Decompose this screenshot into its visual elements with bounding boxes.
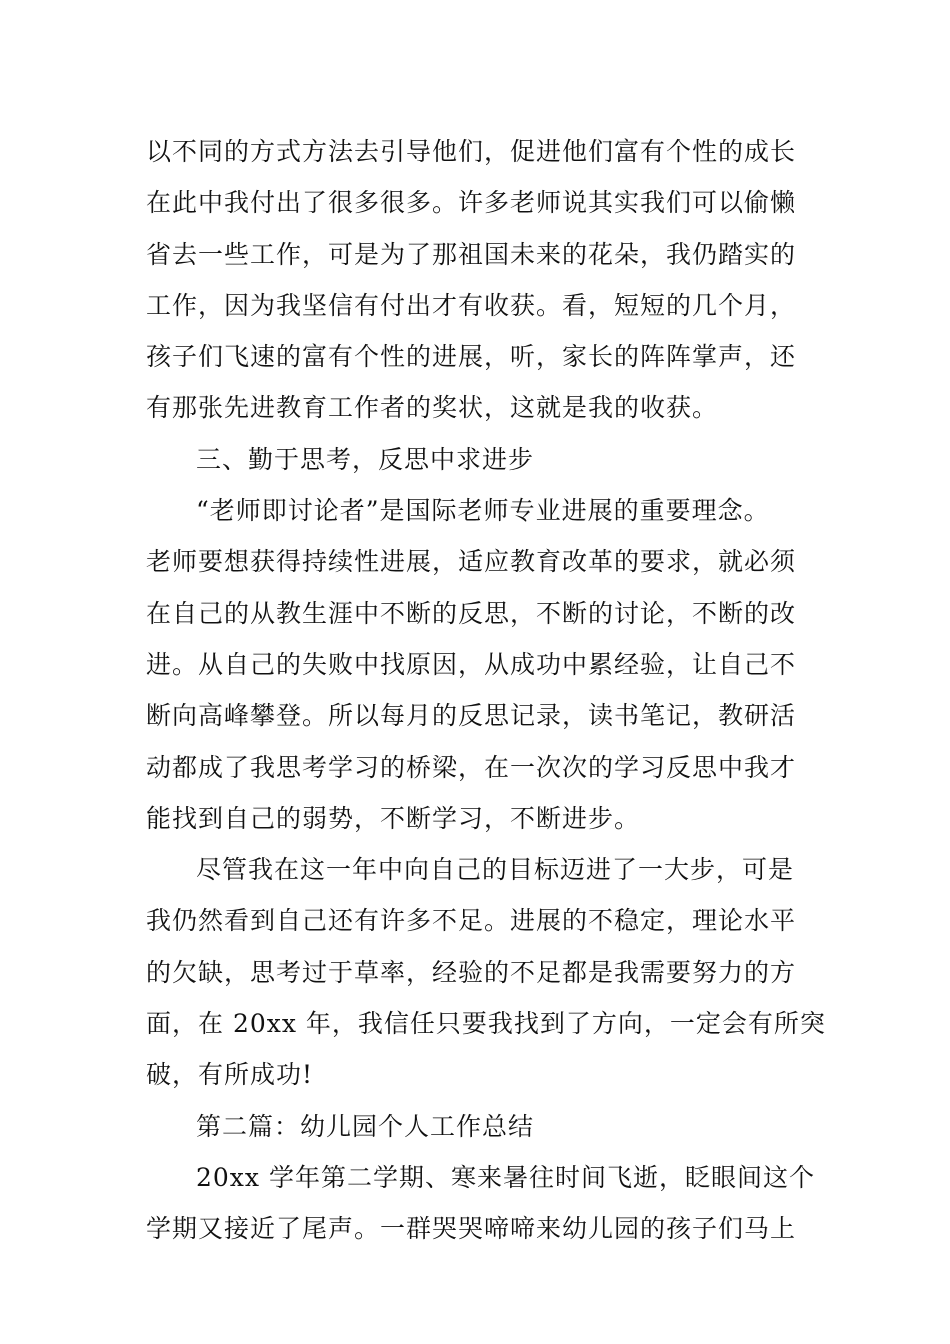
text-line: 破，有所成功! xyxy=(146,1060,314,1090)
text-line: 孩子们飞速的富有个性的进展，听，家长的阵阵掌声，还 xyxy=(146,342,797,372)
text-line: 断向高峰攀登。所以每月的反思记录，读书笔记，教研活 xyxy=(146,701,797,731)
text-line: 学期又接近了尾声。一群哭哭啼啼来幼儿园的孩子们马上 xyxy=(146,1214,797,1244)
text-line: 工作，因为我坚信有付出才有收获。看，短短的几个月， xyxy=(146,290,797,320)
text-line: 我仍然看到自己还有许多不足。进展的不稳定，理论水平 xyxy=(146,906,797,936)
text-line: 在此中我付出了很多很多。许多老师说其实我们可以偷懒 xyxy=(146,188,797,218)
paragraph-first-line: 尽管我在这一年中向自己的目标迈进了一大步，可是 xyxy=(196,855,795,885)
text-line: 动都成了我思考学习的桥梁，在一次次的学习反思中我才 xyxy=(146,752,797,782)
text-line: 面，在 20xx 年，我信任只要我找到了方向，一定会有所突 xyxy=(146,1009,826,1039)
text-line: 以不同的方式方法去引导他们，促进他们富有个性的成长 xyxy=(146,137,797,166)
text-line: 进。从自己的失败中找原因，从成功中累经验，让自己不 xyxy=(146,649,797,679)
text-line: 在自己的从教生涯中不断的反思，不断的讨论，不断的改 xyxy=(146,598,797,628)
text-line: 能找到自己的弱势，不断学习，不断进步。 xyxy=(146,803,641,833)
text-line: 省去一些工作，可是为了那祖国未来的花朵，我仍踏实的 xyxy=(146,239,797,269)
text-line: 老师要想获得持续性进展，适应教育改革的要求，就必须 xyxy=(146,547,797,577)
chapter-heading: 第二篇：幼儿园个人工作总结 xyxy=(196,1111,535,1141)
paragraph-first-line: 20xx 学年第二学期、寒来暑往时间飞逝，眨眼间这个 xyxy=(196,1162,815,1192)
paragraph-first-line: “老师即讨论者”是国际老师专业进展的重要理念。 xyxy=(196,496,770,526)
document-body xyxy=(146,126,826,1255)
text-line: 有那张先进教育工作者的奖状，这就是我的收获。 xyxy=(146,393,719,423)
section-heading: 三、勤于思考，反思中求进步 xyxy=(196,444,535,474)
text-line: 的欠缺，思考过于草率，经验的不足都是我需要努力的方 xyxy=(146,957,797,987)
